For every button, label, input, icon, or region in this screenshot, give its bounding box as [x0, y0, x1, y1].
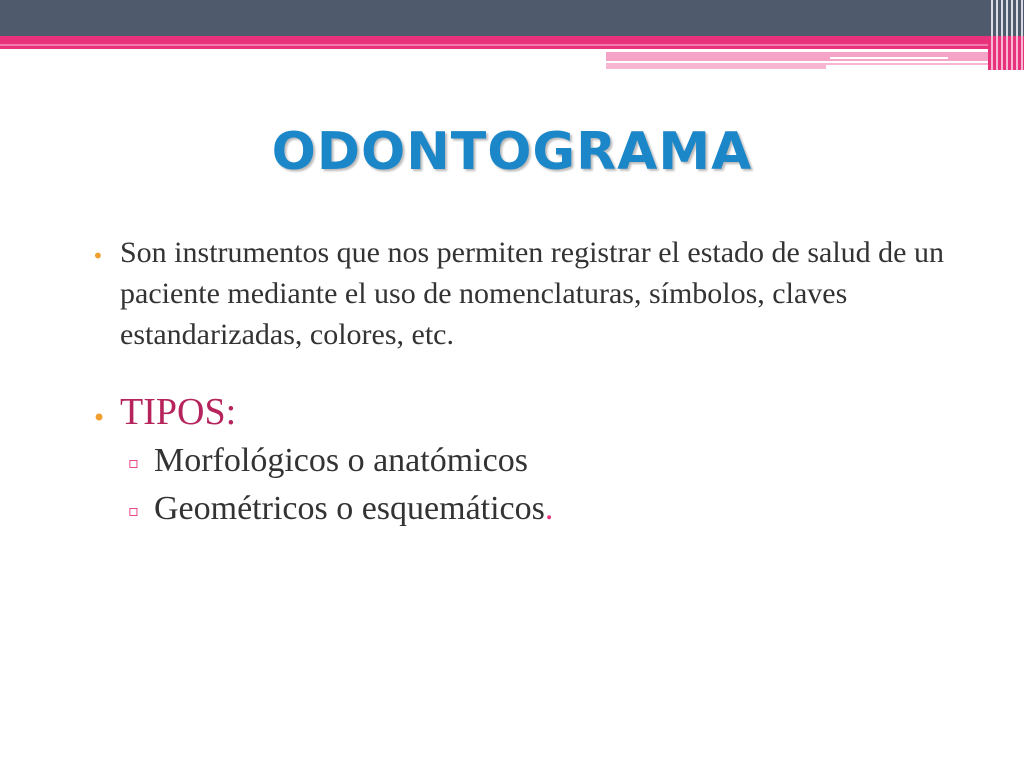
definition-text: Son instrumentos que nos permiten registrar el estado de salud de un paciente mediante el uso de nomenclaturas, símbolos, claves estandarizadas, colores, etc.	[120, 236, 944, 351]
sub-item-morfologicos	[92, 437, 962, 485]
header-bar	[0, 0, 1024, 36]
header-accent-line	[826, 63, 1000, 65]
bullet-item-tipos	[92, 387, 962, 437]
sub-item-text: Morfológicos o anatómicos	[154, 442, 528, 479]
bullet-icon: •	[92, 404, 107, 432]
tipos-heading: TIPOS:	[120, 391, 237, 433]
slide-title: ODONTOGRAMA	[271, 122, 753, 182]
header-pink-band	[0, 36, 1000, 49]
slide-content	[92, 232, 962, 533]
sub-item-geometricos	[92, 485, 962, 533]
header-pink-line	[0, 44, 1000, 46]
square-bullet-icon: ▫	[128, 453, 139, 472]
bullet-item-definition	[92, 232, 962, 355]
square-bullet-icon: ▫	[128, 501, 139, 520]
header-stripes-pink	[988, 36, 1024, 70]
header-accent-bar-small	[606, 63, 826, 69]
bullet-icon: •	[92, 244, 104, 268]
trailing-dot: .	[544, 490, 554, 527]
sub-item-text: Geométricos o esquemáticos	[154, 490, 545, 527]
header-white-line	[830, 57, 948, 59]
